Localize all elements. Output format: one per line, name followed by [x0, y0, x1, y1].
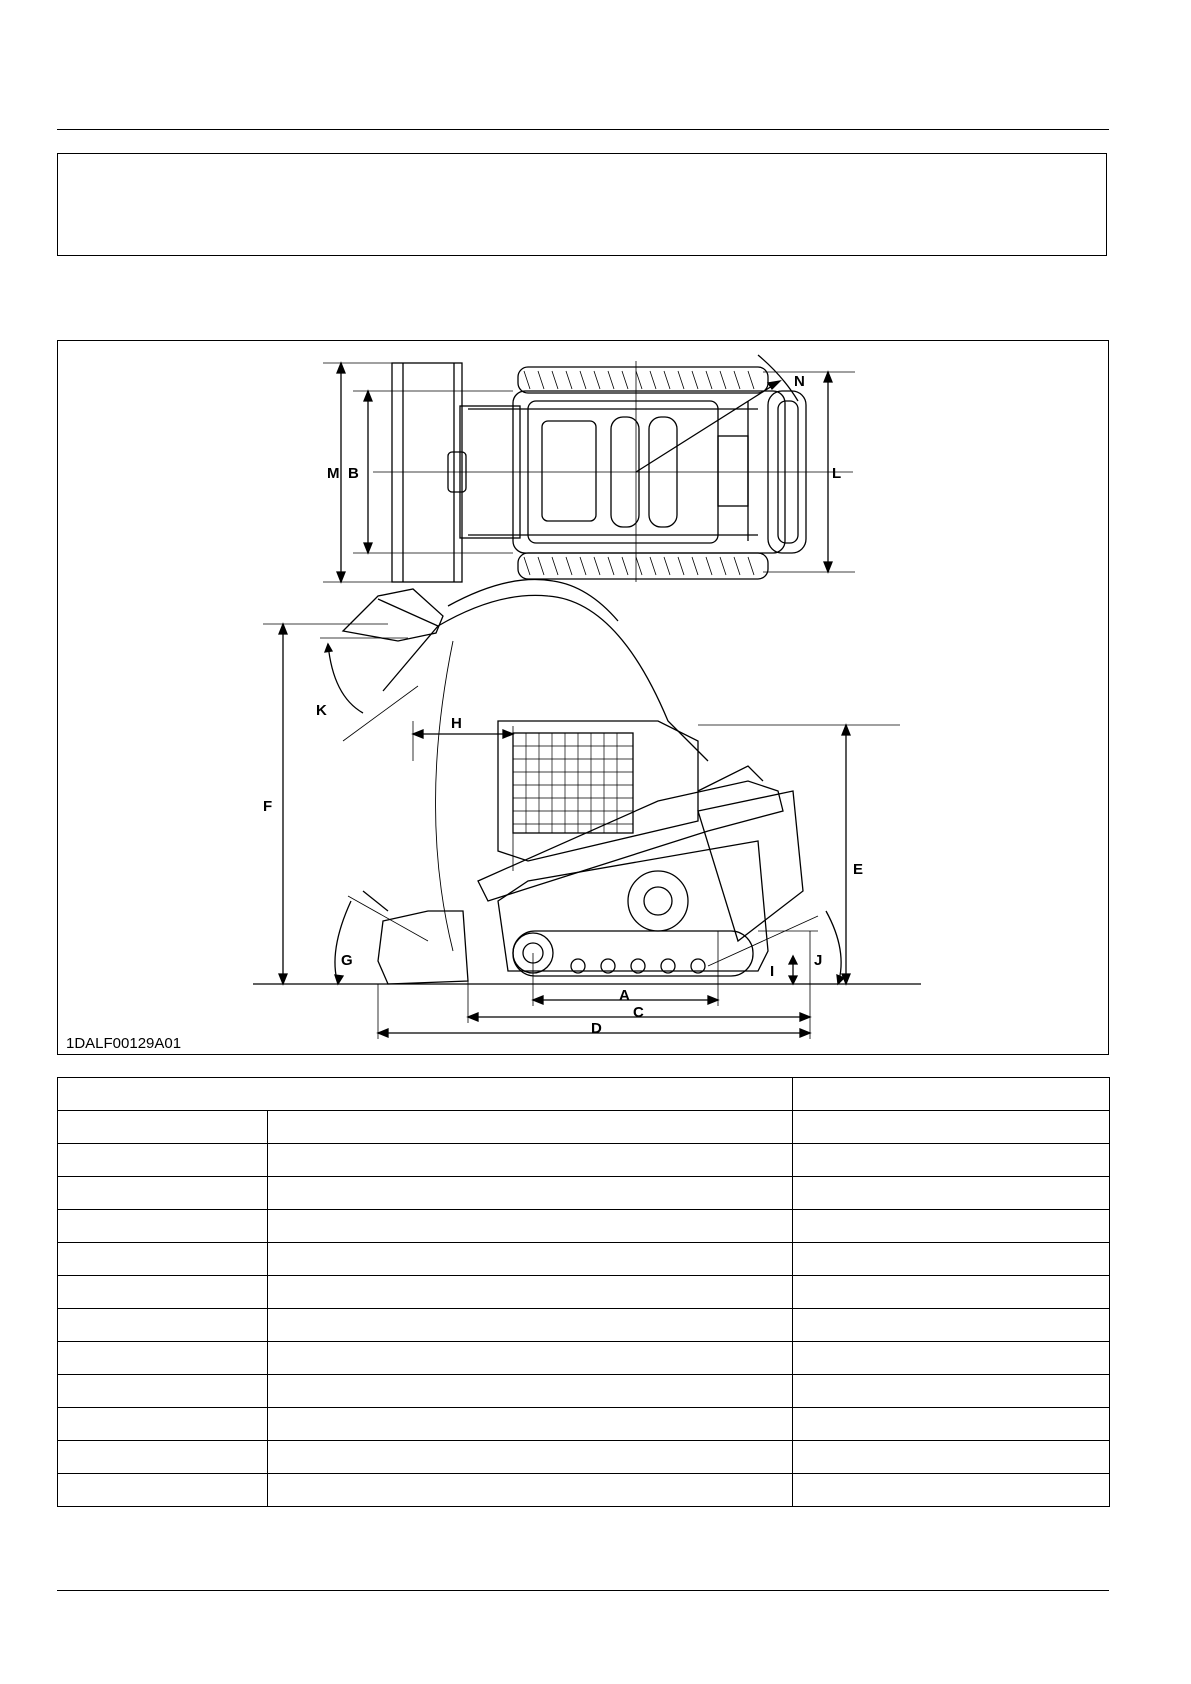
table-cell	[268, 1474, 793, 1507]
table-row	[58, 1375, 1110, 1408]
dimension-figure	[57, 340, 1109, 1055]
label-b: B	[348, 465, 359, 482]
table-cell	[268, 1111, 793, 1144]
table-cell	[793, 1375, 1110, 1408]
side-view	[253, 579, 921, 1039]
table-cell	[58, 1342, 268, 1375]
label-e: E	[853, 861, 864, 878]
label-a: A	[619, 987, 630, 1004]
table-cell	[58, 1375, 268, 1408]
table-cell	[793, 1309, 1110, 1342]
table-row	[58, 1243, 1110, 1276]
table-row	[58, 1408, 1110, 1441]
table-row	[58, 1177, 1110, 1210]
table-cell	[58, 1177, 268, 1210]
table-header-row	[58, 1078, 1110, 1111]
label-c: C	[633, 1004, 644, 1021]
table-cell	[268, 1309, 793, 1342]
table-row	[58, 1474, 1110, 1507]
table-cell	[268, 1408, 793, 1441]
table-row	[58, 1441, 1110, 1474]
table-cell	[793, 1210, 1110, 1243]
table-cell	[58, 1243, 268, 1276]
table-cell	[58, 1408, 268, 1441]
table-cell	[268, 1144, 793, 1177]
table-cell	[793, 1177, 1110, 1210]
label-f: F	[263, 798, 273, 815]
table-cell	[268, 1276, 793, 1309]
table-cell	[793, 1243, 1110, 1276]
table-cell	[793, 1441, 1110, 1474]
top-view	[323, 355, 855, 582]
note-box	[57, 153, 1107, 256]
table-row	[58, 1111, 1110, 1144]
table-header-cell	[793, 1078, 1110, 1111]
table-row	[58, 1276, 1110, 1309]
label-m: M	[327, 465, 340, 482]
label-j: J	[814, 952, 823, 969]
specification-table	[57, 1077, 1110, 1507]
table-cell	[58, 1474, 268, 1507]
table-cell	[268, 1177, 793, 1210]
table-cell	[793, 1408, 1110, 1441]
label-k: K	[316, 702, 327, 719]
table-cell	[58, 1144, 268, 1177]
table-cell	[58, 1210, 268, 1243]
table-cell	[268, 1441, 793, 1474]
table-row	[58, 1210, 1110, 1243]
table-cell	[793, 1276, 1110, 1309]
header-rule	[57, 129, 1109, 130]
table-cell	[793, 1111, 1110, 1144]
label-i: I	[770, 963, 775, 980]
table-cell	[268, 1375, 793, 1408]
label-h: H	[451, 715, 462, 732]
table-cell	[58, 1276, 268, 1309]
label-l: L	[832, 465, 842, 482]
table-cell	[58, 1441, 268, 1474]
table-cell	[793, 1474, 1110, 1507]
table-header-cell	[58, 1078, 793, 1111]
footer-rule	[57, 1590, 1109, 1591]
label-g: G	[341, 952, 353, 969]
table-cell	[793, 1144, 1110, 1177]
table-cell	[58, 1111, 268, 1144]
table-cell	[793, 1342, 1110, 1375]
table-row	[58, 1342, 1110, 1375]
table-row	[58, 1309, 1110, 1342]
table-cell	[268, 1342, 793, 1375]
loader-dimension-drawing	[58, 341, 1108, 1054]
table-cell	[268, 1243, 793, 1276]
table-row	[58, 1144, 1110, 1177]
label-d: D	[591, 1020, 602, 1037]
table-cell	[268, 1210, 793, 1243]
figure-code: 1DALF00129A01	[66, 1035, 182, 1052]
label-n: N	[794, 373, 805, 390]
table-cell	[58, 1309, 268, 1342]
